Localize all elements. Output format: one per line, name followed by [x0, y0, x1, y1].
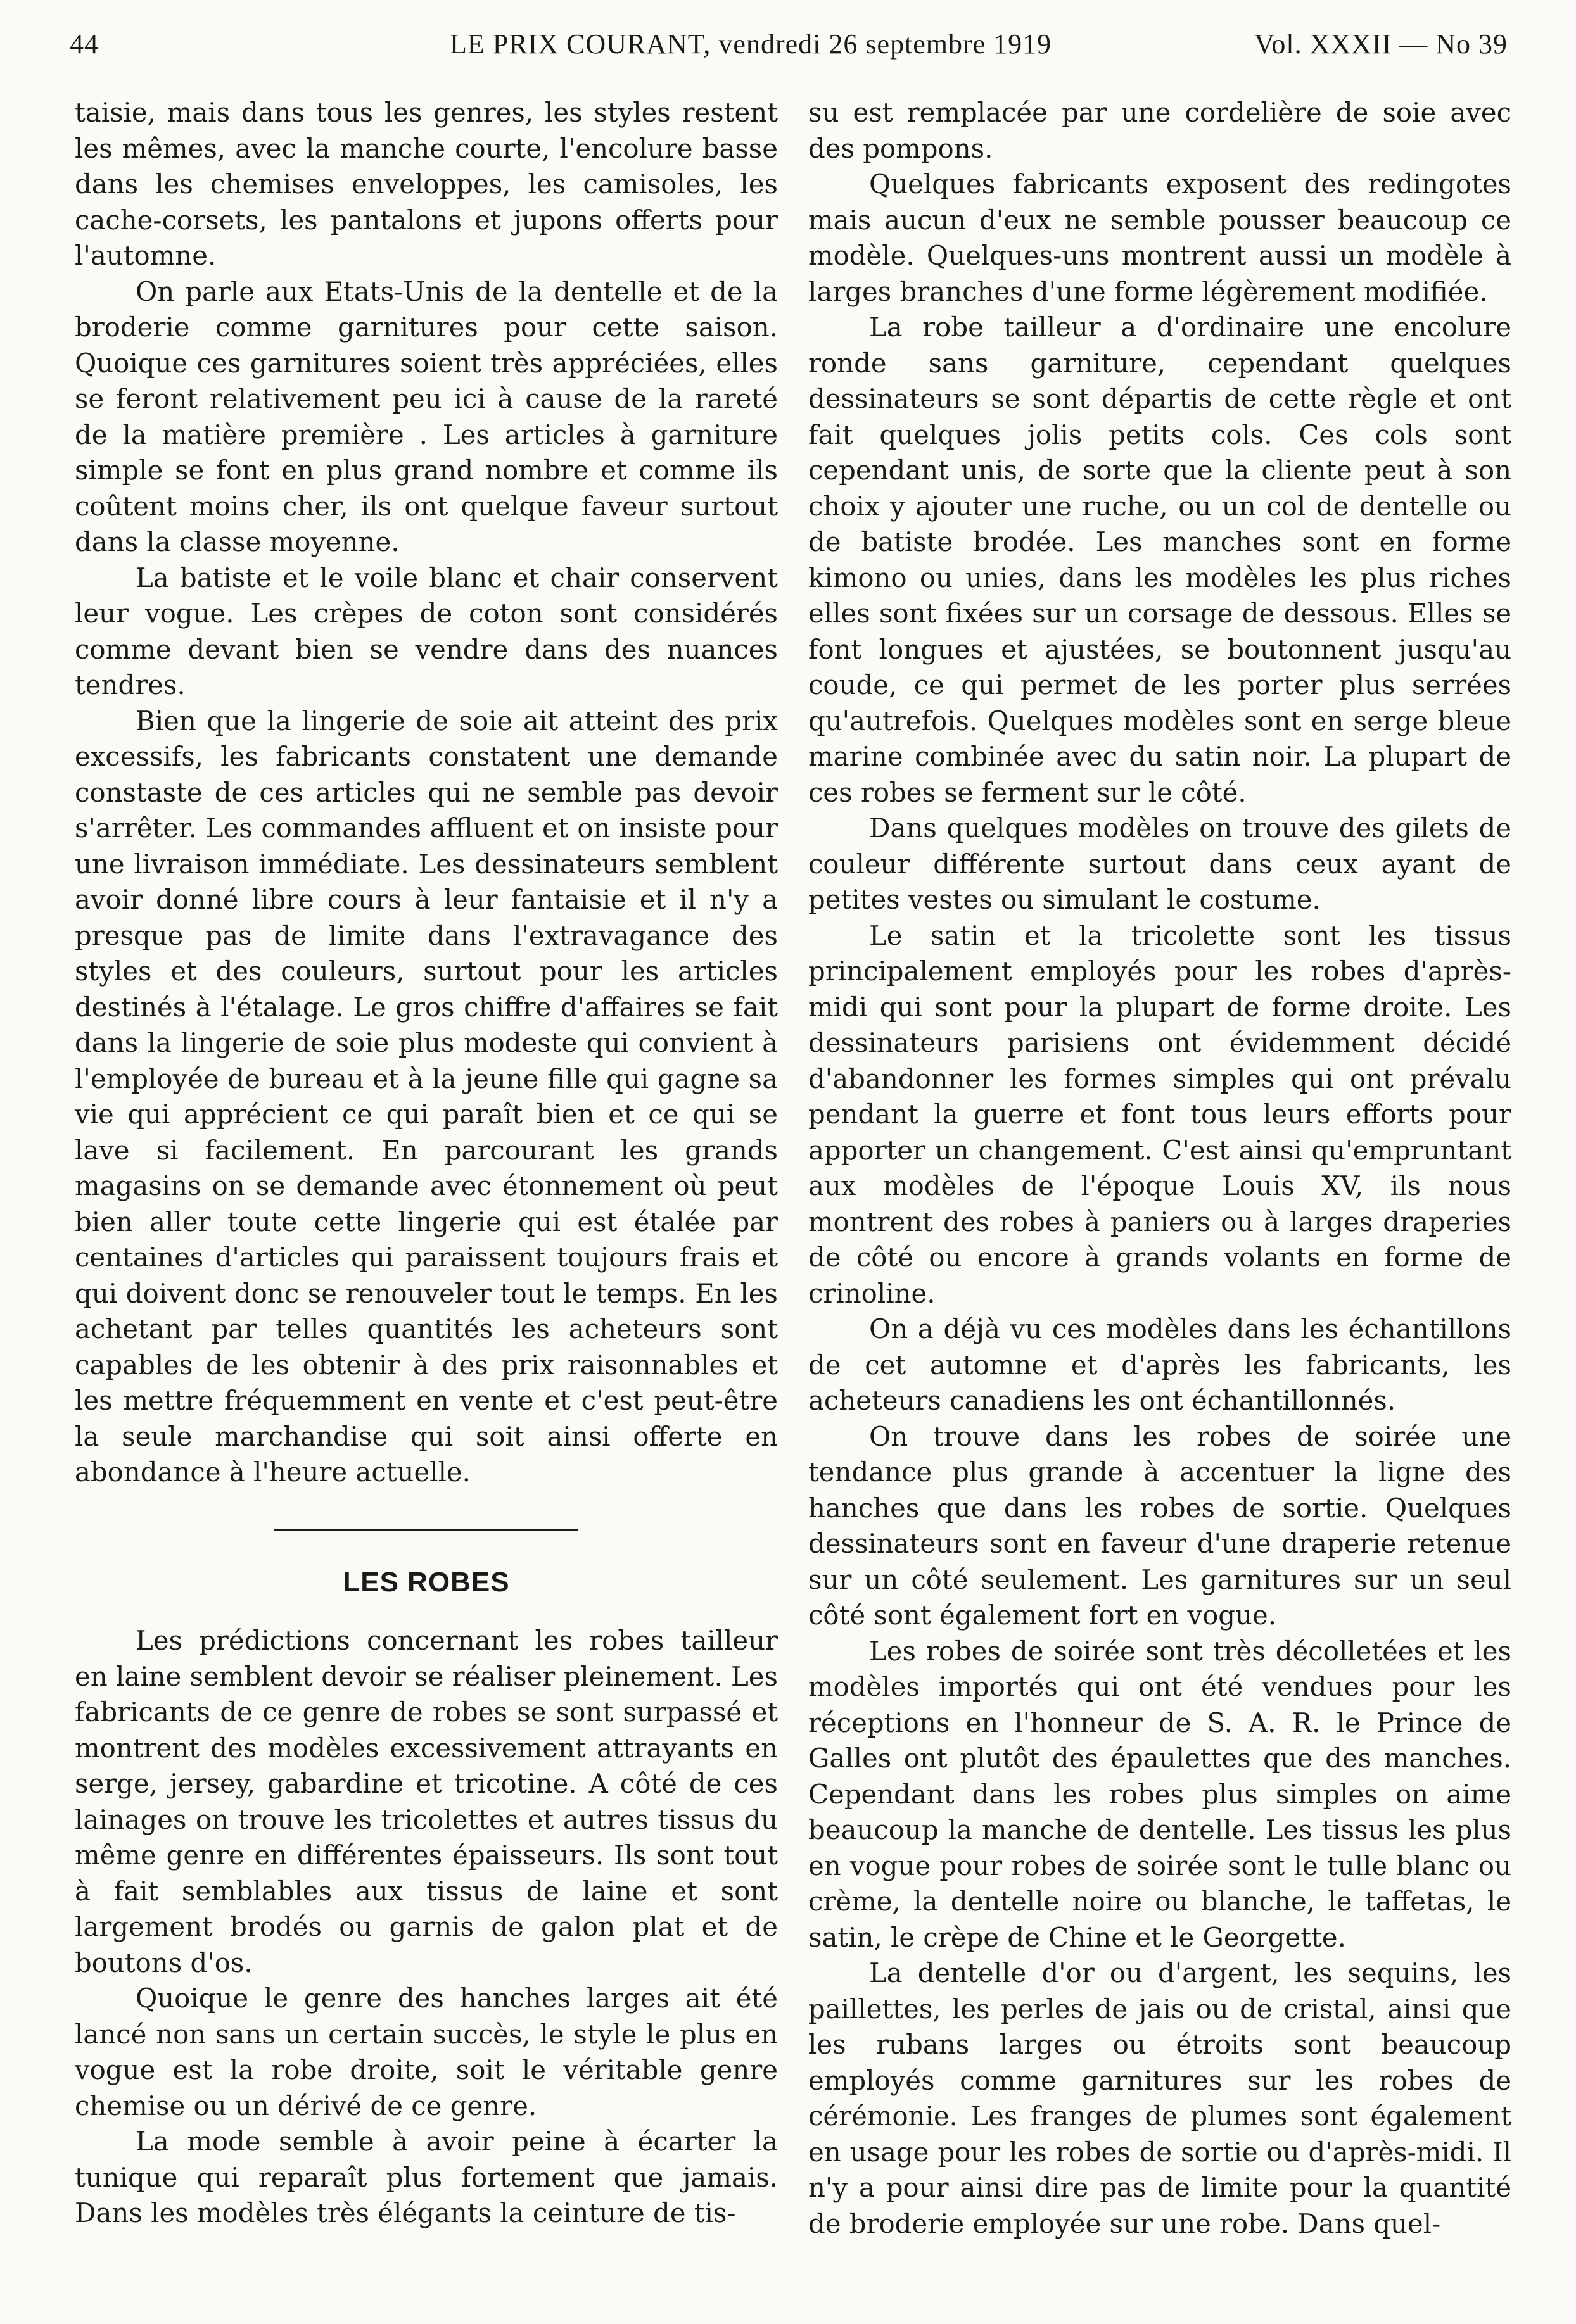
paragraph: Les prédictions concernant les robes tailleur en laine semblent devoir se réaliser pleinement. Les fabricants de ce genre de robes se sont surpassé et montrent des modèles excessivement attrayants en serge, jersey, gabardine et tricotine. A côté de ces lainages on trouve les tricolettes et autres tissus du même genre en différentes épaisseurs. Ils sont tout à fait semblables aux tissus de laine et sont largement brodés ou garnis de galon plat et de boutons d'os.: [75, 1625, 778, 1978]
publication-title: LE PRIX COURANT, vendredi 26 septembre 1919: [450, 28, 1052, 60]
paragraph: La robe tailleur a d'ordinaire une encolure ronde sans garniture, cependant quelques dessinateurs se sont départis de cette règle et ont fait quelques jolis petits cols. Ces cols sont cependant unis, de sorte que la cliente peut à son choix y ajouter une ruche, ou un col de dentelle ou de batiste brodée. Les manches sont en forme kimono ou unies, dans les modèles les plus riches elles sont fixées sur un corsage de dessous. Elles se font longues et ajustées, se boutonnent jusqu'au coude, ce qui permet de les porter plus serrées qu'autrefois. Quelques modèles sont en serge bleue marine combinée avec du satin noir. La plupart de ces robes se ferment sur le côté.: [808, 312, 1511, 808]
page-header: [70, 28, 1508, 72]
section-divider: [274, 1529, 578, 1531]
paragraph: Quoique le genre des hanches larges ait été lancé non sans un certain succès, le style le plus en vogue est la robe droite, soit le véritable genre chemise ou un dérivé de ce genre.: [75, 1983, 778, 2121]
paragraph: su est remplacée par une cordelière de soie avec des pompons.: [808, 97, 1511, 164]
paragraph: Les robes de soirée sont très décolletées et les modèles importés qui ont été vendues pour les réceptions en l'honneur de S. A. R. le Prince de Galles ont plutôt des épaulettes que des manches. Cependant dans les robes plus simples on aime beaucoup la manche de dentelle. Les tissus les plus en vogue pour robes de soirée sont le tulle blanc ou crème, la dentelle noire ou blanche, le taffetas, le satin, le crèpe de Chine et le Georgette.: [808, 1635, 1511, 1953]
paragraph: On trouve dans les robes de soirée une tendance plus grande à accentuer la ligne des hanches que dans les robes de sortie. Quelques dessinateurs sont en faveur d'une draperie retenue sur un côté seulement. Les garnitures sur un seul côté sont également fort en vogue.: [808, 1420, 1511, 1631]
paragraph: On parle aux Etats-Unis de la dentelle et de la broderie comme garnitures pour cette saison. Quoique ces garnitures soient très appréciées, elles se feront relativement peu ici à cause de la rareté de la matière première . Les articles à garniture simple se font en plus grand nombre et comme ils coûtent moins cher, ils ont quelque faveur surtout dans la classe moyenne.: [75, 275, 778, 557]
paragraph: Quelques fabricants exposent des redingotes mais aucun d'eux ne semble pousser beaucoup ce modèle. Quelques-uns montrent aussi un modèle à larges branches d'une forme légèrement modifiée.: [808, 168, 1511, 307]
volume-issue: Vol. XXXII — No 39: [1254, 28, 1508, 60]
right-column: [808, 95, 1511, 2242]
page-number: 44: [70, 28, 99, 60]
paragraph: La dentelle d'or ou d'argent, les sequins, les paillettes, les perles de jais ou de cristal, ainsi que les rubans larges ou étroits sont beaucoup employés comme garnitures sur les robes de cérémonie. Les franges de plumes sont également en usage pour les robes de sortie ou d'après-midi. Il n'y a pour ainsi dire pas de limite pour la quantité de broderie employée sur une robe. Dans quel-: [808, 1957, 1511, 2239]
paragraph: Le satin et la tricolette sont les tissus principalement employés pour les robes d'après-midi qui sont pour la plupart de forme droite. Les dessinateurs parisiens ont évidemment décidé d'abandonner les formes simples qui ont prévalu pendant la guerre et font tous leurs efforts pour apporter un changement. C'est ainsi qu'empruntant aux modèles de l'époque Louis XV, ils nous montrent des robes à paniers ou à larges draperies de côté ou encore à grands volants en forme de crinoline.: [808, 919, 1511, 1309]
section-title: LES ROBES: [343, 1566, 510, 1598]
paragraph: La mode semble à avoir peine à écarter la tunique qui reparaît plus fortement que jamais. Dans les modèles très élégants la ceinture de tis-: [75, 2126, 778, 2228]
paragraph: taisie, mais dans tous les genres, les styles restent les mêmes, avec la manche courte, l'encolure basse dans les chemises enveloppes, les camisoles, les cache-corsets, les pantalons et jupons offerts pour l'automne.: [75, 97, 778, 271]
paragraph: Dans quelques modèles on trouve des gilets de couleur différente surtout dans ceux ayant de petites vestes ou simulant le costume.: [808, 812, 1511, 915]
paragraph: Bien que la lingerie de soie ait atteint des prix excessifs, les fabricants constatent une demande constaste de ces articles qui ne semble pas devoir s'arrêter. Les commandes affluent et on insiste pour une livraison immédiate. Les dessinateurs semblent avoir donné libre cours à leur fantaisie et il n'y a presque pas de limite dans l'extravagance des styles et des couleurs, surtout pour les articles destinés à l'étalage. Le gros chiffre d'affaires se fait dans la lingerie de soie plus modeste qui convient à l'employée de bureau et à la jeune fille qui gagne sa vie qui apprécient ce qui paraît bien et ce qui se lave si facilement. En parcourant les grands magasins on se demande avec étonnement où peut bien aller toute cette lingerie qui est étalée par centaines d'articles qui paraissent toujours frais et qui doivent donc se renouveler tout le temps. En les achetant par telles quantités les acheteurs sont capables de les obtenir à des prix raisonnables et les mettre fréquemment en vente et c'est peut-être la seule marchandise qui soit ainsi offerte en abondance à l'heure actuelle.: [75, 705, 778, 1487]
paragraph: La batiste et le voile blanc et chair conservent leur vogue. Les crèpes de coton sont considérés comme devant bien se vendre dans des nuances tendres.: [75, 562, 778, 700]
left-column: [75, 95, 778, 2232]
paragraph: On a déjà vu ces modèles dans les échantillons de cet automne et d'après les fabricants, les acheteurs canadiens les ont échantillonnés.: [808, 1313, 1511, 1416]
